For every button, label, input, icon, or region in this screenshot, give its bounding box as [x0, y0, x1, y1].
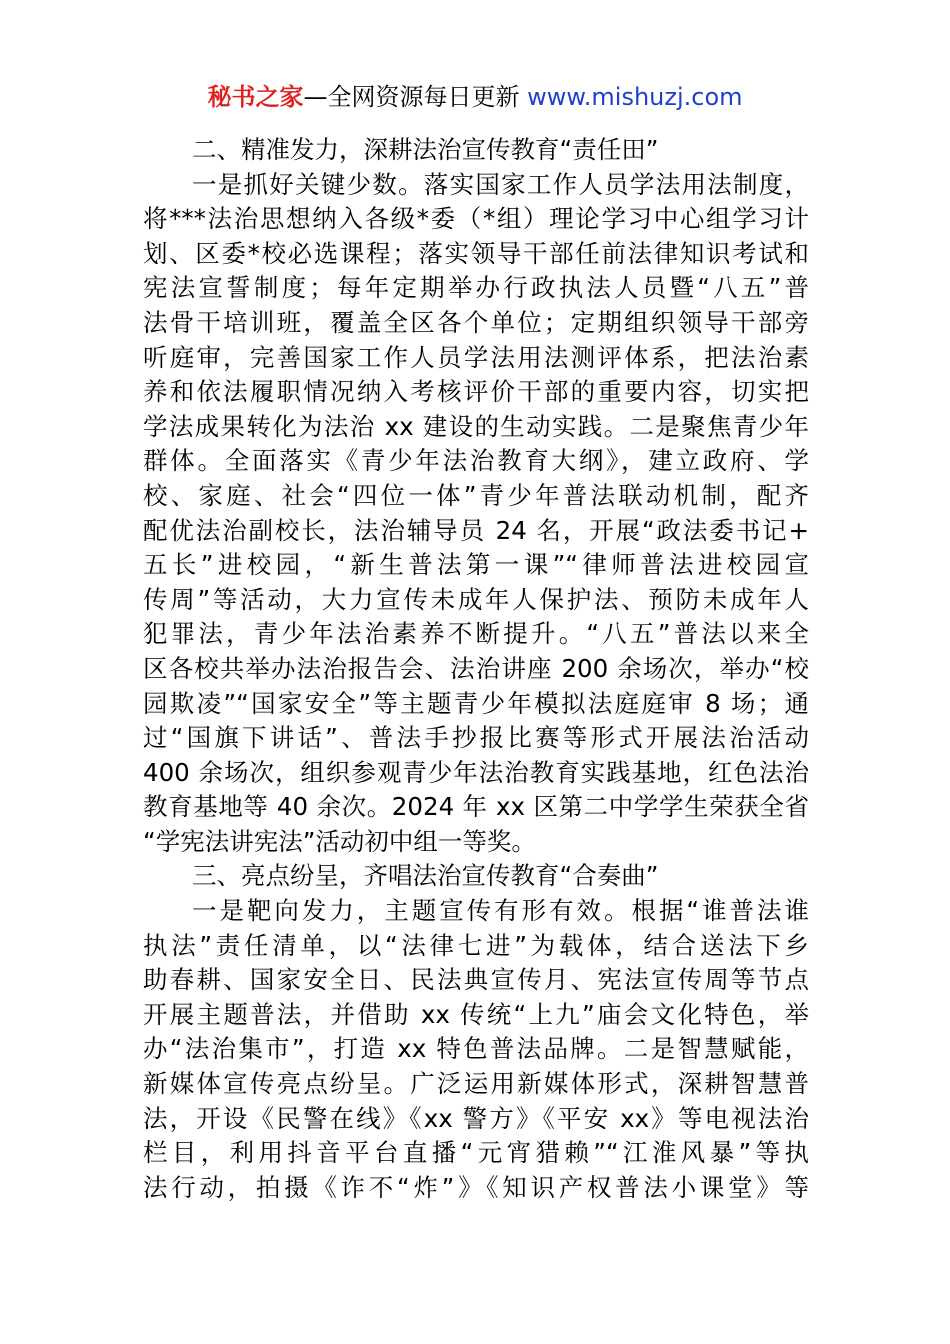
- section-heading: 三、亮点纷呈，齐唱法治宣传教育“合奏曲”: [192, 861, 659, 891]
- text-line: 犯罪法，青少年法治素养不断提升。“八五”普法以来全: [143, 619, 809, 649]
- site-header: [0, 80, 950, 114]
- text-line: 执法”责任清单，以“法律七进”为载体，结合送法下乡: [143, 930, 809, 960]
- text-line: 教育基地等 40 余次。2024 年 xx 区第二中学学生荣获全省: [143, 792, 809, 822]
- text-line: 400 余场次，组织参观青少年法治教育实践基地，红色法治: [143, 757, 809, 787]
- section-heading: 二、精准发力，深耕法治宣传教育“责任田”: [192, 135, 659, 164]
- text-line: 园欺凌”“国家安全”等主题青少年模拟法庭庭审 8 场；通: [143, 688, 809, 718]
- text-line: 五长”进校园，“新生普法第一课”“律师普法进校园宣: [143, 550, 809, 580]
- text-line: 传周”等活动，大力宣传未成年人保护法、预防未成年人: [143, 584, 809, 614]
- text-line: 一是靶向发力，主题宣传有形有效。根据“谁普法谁: [192, 896, 809, 926]
- text-line: 新媒体宣传亮点纷呈。广泛运用新媒体形式，深耕智慧普: [143, 1069, 809, 1099]
- text-line: 办“法治集市”，打造 xx 特色普法品牌。二是智慧赋能，: [143, 1034, 809, 1064]
- text-line: 群体。全面落实《青少年法治教育大纲》，建立政府、学: [143, 446, 809, 476]
- text-line: 区各校共举办法治报告会、法治讲座 200 余场次，举办“校: [143, 653, 809, 683]
- document-body: [143, 133, 809, 1205]
- site-tagline: —全网资源每日更新: [303, 83, 528, 111]
- text-line: 将***法治思想纳入各级*委（*组）理论学习中心组学习计: [143, 204, 809, 234]
- text-line: 栏目，利用抖音平台直播“元宵猎赖”“江淮风暴”等执: [143, 1138, 809, 1168]
- text-line: 学法成果转化为法治 xx 建设的生动实践。二是聚焦青少年: [143, 411, 809, 441]
- site-brand: 秘书之家: [207, 83, 304, 111]
- text-line: 划、区委*校必选课程；落实领导干部任前法律知识考试和: [143, 238, 809, 268]
- text-line: 养和依法履职情况纳入考核评价干部的重要内容，切实把: [143, 377, 809, 407]
- text-line: 宪法宣誓制度；每年定期举办行政执法人员暨“八五”普: [143, 273, 809, 303]
- text-line: 校、家庭、社会“四位一体”青少年普法联动机制，配齐: [143, 480, 809, 510]
- text-line: 开展主题普法，并借助 xx 传统“上九”庙会文化特色，举: [143, 999, 809, 1029]
- text-line: 助春耕、国家安全日、民法典宣传月、宪法宣传周等节点: [143, 965, 809, 995]
- site-url-link[interactable]: www.mishuzj.com: [527, 83, 743, 111]
- text-line: 法，开设《民警在线》《xx 警方》《平安 xx》等电视法治: [143, 1103, 809, 1133]
- text-line: “学宪法讲宪法”活动初中组一等奖。: [143, 826, 536, 856]
- text-line: 配优法治副校长，法治辅导员 24 名，开展“政法委书记+: [143, 515, 809, 545]
- text-line: 一是抓好关键少数。落实国家工作人员学法用法制度，: [192, 169, 809, 199]
- text-line: 过“国旗下讲话”、普法手抄报比赛等形式开展法治活动: [143, 723, 809, 753]
- text-line: 听庭审，完善国家工作人员学法用法测评体系，把法治素: [143, 342, 809, 372]
- text-line: 法行动，拍摄《诈不“炸”》《知识产权普法小课堂》等: [143, 1172, 809, 1202]
- text-line: 法骨干培训班，覆盖全区各个单位；定期组织领导干部旁: [143, 307, 809, 337]
